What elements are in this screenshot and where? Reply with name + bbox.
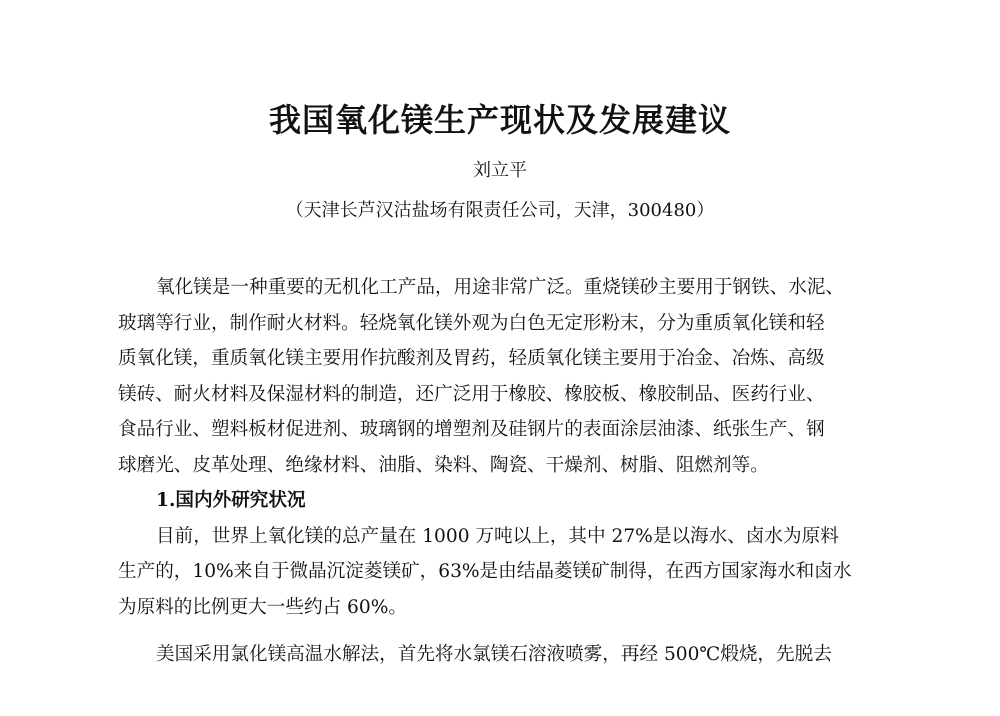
author-name: 刘立平 [473,160,527,181]
author-affiliation: （天津长芦汉沽盐场有限责任公司，天津，300480） [285,200,715,221]
text-line: 球磨光、皮革处理、绝缘材料、油脂、染料、陶瓷、干燥剂、树脂、阻燃剂等。 [118,454,769,476]
paper-body [118,270,888,673]
paragraph-research-status [118,519,888,626]
paragraph-usa-method [118,637,888,673]
text-line: 氧化镁是一种重要的无机化工产品，用途非常广泛。重烧镁砂主要用于钢铁、水泥、 [156,277,844,298]
text-line: 生产的，10%来自于微晶沉淀菱镁矿，63%是由结晶菱镁矿制得，在西方国家海水和卤水 [118,561,852,582]
text-line: 目前，世界上氧化镁的总产量在 1000 万吨以上，其中 27%是以海水、卤水为原料 [156,525,839,547]
text-line: 食品行业、塑料板材促进剂、玻璃钢的增塑剂及硅钢片的表面涂层油漆、纸张生产、钢 [118,419,825,440]
paragraph-intro [118,270,888,483]
text-line: 为原料的比例更大一些约占 60%。 [118,596,407,618]
text-line: 镁砖、耐火材料及保湿材料的制造，还广泛用于橡胶、橡胶板、橡胶制品、医药行业、 [118,383,825,405]
text-line: 玻璃等行业，制作耐火材料。轻烧氧化镁外观为白色无定形粉末，分为重质氧化镁和轻 [118,312,825,334]
section-heading: 1.国内外研究状况 [156,490,306,511]
text-line: 质氧化镁，重质氧化镁主要用作抗酸剂及胃药，轻质氧化镁主要用于冶金、冶炼、高级 [118,348,825,369]
text-line: 美国采用氯化镁高温水解法，首先将水氯镁石溶液喷雾，再经 500℃煅烧，先脱去 [156,644,832,665]
paper-title: 我国氧化镁生产现状及发展建议 [268,101,731,139]
